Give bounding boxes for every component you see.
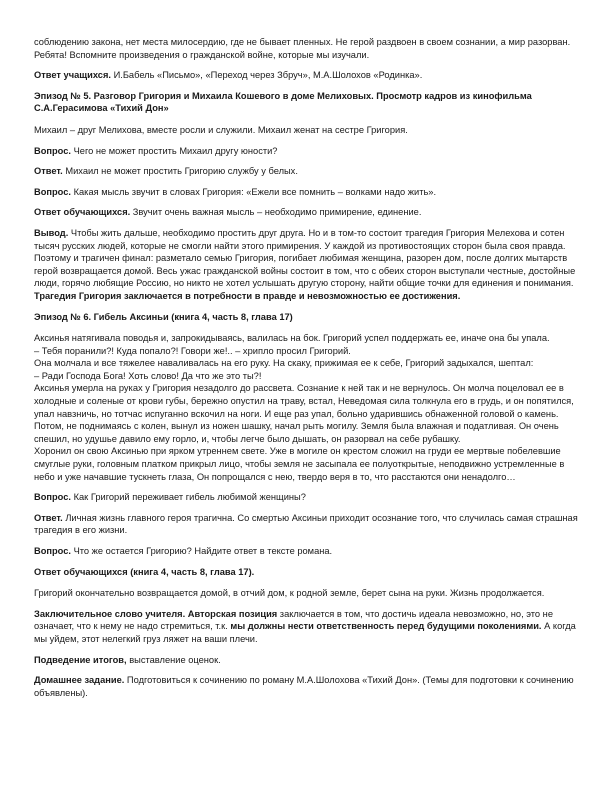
- quote-line: Аксинья натягивала поводья и, запрокидываясь, валилась на бок. Григорий успел поддержать ее, иначе она бы упала.: [34, 333, 550, 344]
- conclusion-label: Вывод.: [34, 227, 69, 238]
- students-answer-label: Ответ учащихся.: [34, 70, 111, 81]
- answer-text: Михаил не может простить Григорию службу у белых.: [62, 166, 298, 177]
- mikhail-description: Михаил – друг Мелихова, вместе росли и служили. Михаил женат на сестре Григория.: [34, 124, 408, 135]
- summary-paragraph: [34, 654, 586, 667]
- question-label: Вопрос.: [34, 492, 71, 503]
- intro-paragraph: соблюдению закона, нет места милосердию, где не бывает пленных. Не герой раздвоен в своем сознании, а мир разорван. Ребята! Вспомните произведения о гражданской войне, которые мы изучали.: [34, 37, 571, 60]
- answer-label: Ответ.: [34, 166, 63, 177]
- summary-text: выставление оценок.: [126, 654, 221, 665]
- document-page: [34, 36, 586, 707]
- conclusion-bold-text: Трагедия Григория заключается в потребности в правде и невозможностью ее достижения.: [34, 290, 461, 301]
- answer-label: Ответ.: [34, 512, 63, 523]
- teacher-final-word-text: заключается в том, что достичь идеала невозможно, но, это не означает, что к нему не надо стремиться, т.к.: [34, 608, 553, 632]
- summary-label: Подведение итогов,: [34, 654, 127, 665]
- question-text: Что же остается Григорию? Найдите ответ в тексте романа.: [71, 546, 333, 556]
- question-paragraph: [34, 186, 586, 199]
- question-label: Вопрос.: [34, 186, 71, 197]
- question-text: Какая мысль звучит в словах Григория: «Ежели все помнить – волками надо жить».: [71, 186, 437, 197]
- teacher-final-word-tail: А когда мы уйдем, этот нелегкий груз ляжет на ваши плечи.: [34, 621, 576, 644]
- homework-text: Подготовиться к сочинению по роману М.А.Шолохова «Тихий Дон». (Темы для подготовки к сочинению объявлены).: [34, 675, 574, 698]
- teacher-final-word-bold: мы должны нести ответственность перед будущими поколениями.: [230, 621, 542, 632]
- question-text: Как Григорий переживает гибель любимой женщины?: [71, 492, 306, 503]
- quote-line: Аксинья умерла на руках у Григория незадолго до рассвета. Сознание к ней так и не вернулось. Он молча поцеловал ее в холодные и соленые от крови губы, бережно опустил на траву, встал, Неведомая сила толкнула его в грудь, и он попятился, упал навзничь, но тотчас испуганно вскочил на ноги. И еще раз упал, больно ударившись обнаженной головой о камень. Потом, не поднимаясь с колен, вынул из ножен шашку, начал рыть могилу. Земля была влажная и податливая. Он очень спешил, но удушье давило ему горло, и, чтобы легче было дышать, он разорвал на себе рубашку.: [34, 383, 574, 444]
- answer-text: Личная жизнь главного героя трагична. Со смертью Аксиньи приходит осознание того, что случилась самая страшная трагедия в его жизни.: [34, 512, 578, 536]
- teacher-final-word-label: Заключительное слово учителя. Авторская позиция: [34, 608, 278, 619]
- homework-paragraph: [34, 674, 586, 699]
- quote-line: – Ради Господа Бога! Хоть слово! Да что же это ты?!: [34, 370, 262, 381]
- answer-paragraph: [34, 165, 586, 178]
- episode-5-heading: Эпизод № 5. Разговор Григория и Михаила Кошевого в доме Мелиховых. Просмотр кадров из кинофильма С.А.Герасимова «Тихий Дон»: [34, 90, 532, 114]
- episode-6-heading: Эпизод № 6. Гибель Аксиньи (книга 4, часть 8, глава 17): [34, 311, 293, 322]
- conclusion-text: Чтобы жить дальше, необходимо простить друг друга. Но и в том-то состоит трагедия Григория Мелехова и сотен тысяч русских людей, которые не смогли найти этого примирения. У каждой из противостоящих сторон была своя правда. Поэтому и трагичен финал: разметало семью Григория, погибает любимая женщина, разорен дом, после долгих мытарств герой возвращается домой. Весь ужас гражданской войны состоит в том, что с обеих сторон выступали честные, достойные люди, горячо любящие Россию, но никто не хотел услышать другую сторону, найти общие точки для единения и понимания.: [34, 227, 576, 289]
- question-text: Чего не может простить Михаил другу юности?: [71, 145, 278, 156]
- quote-line: Она молчала и все тяжелее наваливалась на его руку. На скаку, прижимая ее к себе, Григорий задыхался, шептал:: [34, 358, 534, 369]
- homework-label: Домашнее задание.: [34, 675, 125, 686]
- students-answer-text: Звучит очень важная мысль – необходимо примирение, единение.: [130, 207, 422, 218]
- students-answer-heading: Ответ обучающихся (книга 4, часть 8, глава 17).: [34, 566, 255, 577]
- quote-line: – Тебя поранили?! Куда попало?! Говори же!.. – хрипло просил Григорий.: [34, 345, 351, 356]
- question-paragraph: [34, 491, 586, 504]
- teacher-final-word-paragraph: [34, 608, 586, 646]
- students-answer-paragraph: [34, 69, 586, 82]
- conclusion-paragraph: [34, 227, 586, 303]
- quote-line: Хоронил он свою Аксинью при ярком утреннем свете. Уже в могиле он крестом сложил на груди ее мертвые побелевшие смуглые руки, головным платком прикрыл лицо, чтобы земля не засыпала ее полуоткрытые, неподвижно устремленные в небо и уже начавшие тускнеть глаза, Он попрощался с нею, твердо веря в то, что расстаются они ненадолго…: [34, 446, 565, 482]
- answer-paragraph: [34, 512, 586, 537]
- students-answer-label: Ответ обучающихся.: [34, 207, 131, 218]
- students-answer-paragraph: [34, 206, 586, 219]
- question-paragraph: [34, 145, 586, 158]
- students-answer-text: И.Бабель «Письмо», «Переход через Збруч», М.А.Шолохов «Родинка».: [110, 70, 423, 81]
- return-home-paragraph: Григорий окончательно возвращается домой, в отчий дом, к родной земле, берет сына на руки. Жизнь продолжается.: [34, 588, 545, 599]
- question-label: Вопрос.: [34, 546, 71, 556]
- question-label: Вопрос.: [34, 145, 71, 156]
- question-paragraph: [34, 545, 586, 558]
